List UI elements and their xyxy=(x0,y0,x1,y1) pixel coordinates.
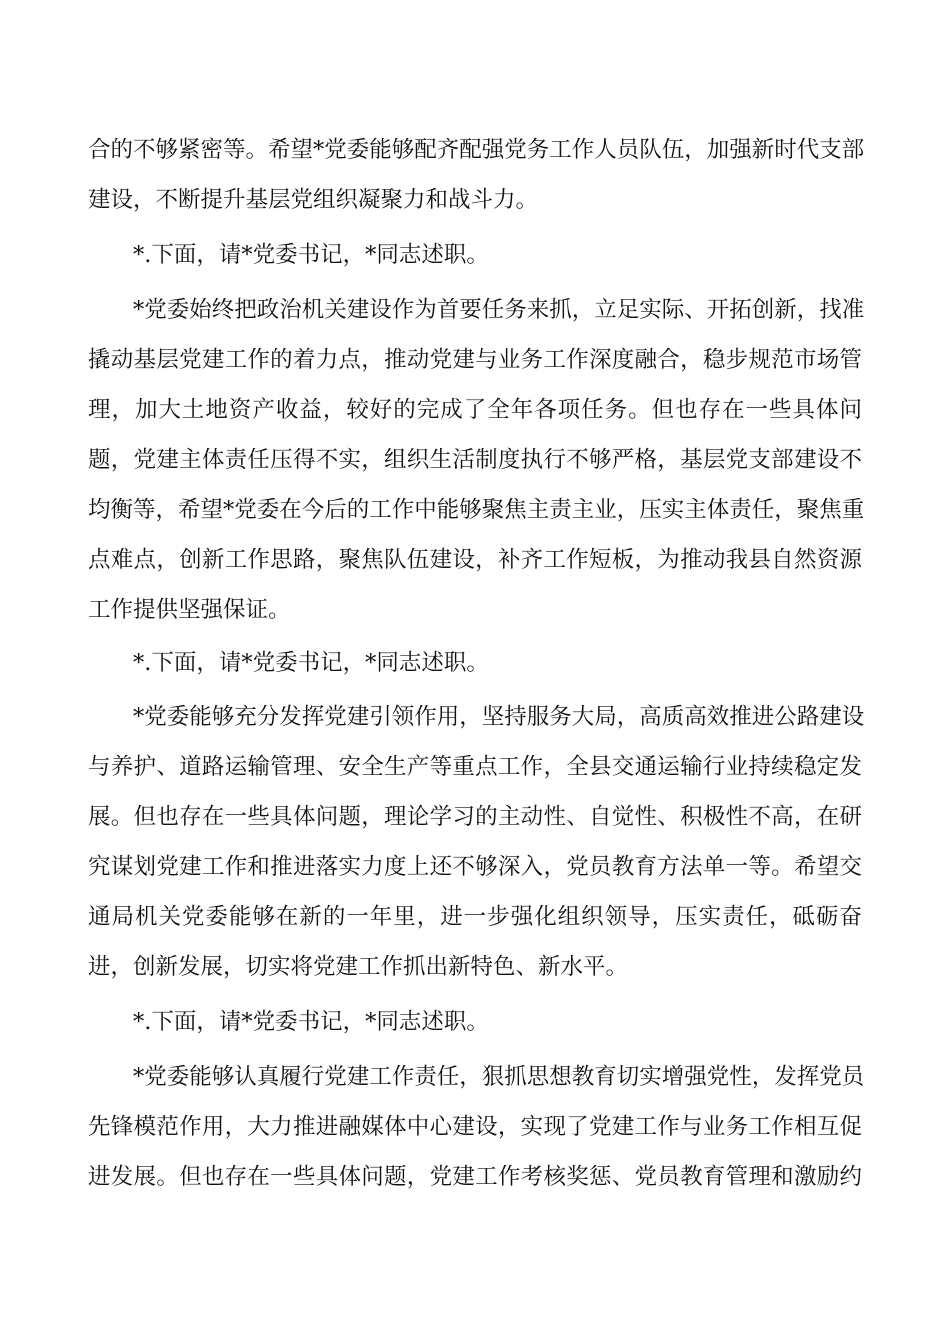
text-line: 与养护、道路运输管理、安全生产等重点工作，全县交通运输行业持续稳定发 xyxy=(88,754,862,780)
text-line: 题，党建主体责任压得不实，组织生活制度执行不够严格，基层党支部建设不 xyxy=(88,447,862,473)
text-line: *党委始终把政治机关建设作为首要任务来抓，立足实际、开拓创新，找准 xyxy=(133,297,865,323)
text-line: *党委能够充分发挥党建引领作用，坚持服务大局，高质高效推进公路建设 xyxy=(133,704,865,730)
text-line: *.下面，请*党委书记，*同志述职。 xyxy=(133,1009,489,1035)
text-line: 均衡等，希望*党委在今后的工作中能够聚焦主责主业，压实主体责任，聚焦重 xyxy=(88,497,865,523)
text-line: 进发展。但也存在一些具体问题，党建工作考核奖惩、党员教育管理和激励约 xyxy=(88,1164,862,1190)
text-line: *.下面，请*党委书记，*同志述职。 xyxy=(133,242,489,268)
text-line: 合的不够紧密等。希望*党委能够配齐配强党务工作人员队伍，加强新时代支部 xyxy=(88,137,865,163)
text-line: *党委能够认真履行党建工作责任，狠抓思想教育切实增强党性，发挥党员 xyxy=(133,1064,865,1090)
text-line: 先锋模范作用，大力推进融媒体中心建设，实现了党建工作与业务工作相互促 xyxy=(88,1114,862,1140)
text-line: 建设，不断提升基层党组织凝聚力和战斗力。 xyxy=(88,187,539,213)
text-line: 通局机关党委能够在新的一年里，进一步强化组织领导，压实责任，砥砺奋 xyxy=(88,904,862,930)
text-line: 工作提供坚强保证。 xyxy=(88,597,291,623)
text-line: 撬动基层党建工作的着力点，推动党建与业务工作深度融合，稳步规范市场管 xyxy=(88,347,862,373)
text-line: 进，创新发展，切实将党建工作抓出新特色、新水平。 xyxy=(88,954,629,980)
text-line: 展。但也存在一些具体问题，理论学习的主动性、自觉性、积极性不高，在研 xyxy=(88,804,862,830)
text-line: 理，加大土地资产收益，较好的完成了全年各项任务。但也存在一些具体问 xyxy=(88,397,862,423)
text-line: 点难点，创新工作思路，聚焦队伍建设，补齐工作短板，为推动我县自然资源 xyxy=(88,547,862,573)
text-line: 究谋划党建工作和推进落实力度上还不够深入，党员教育方法单一等。希望交 xyxy=(88,854,862,880)
text-line: *.下面，请*党委书记，*同志述职。 xyxy=(133,650,489,676)
